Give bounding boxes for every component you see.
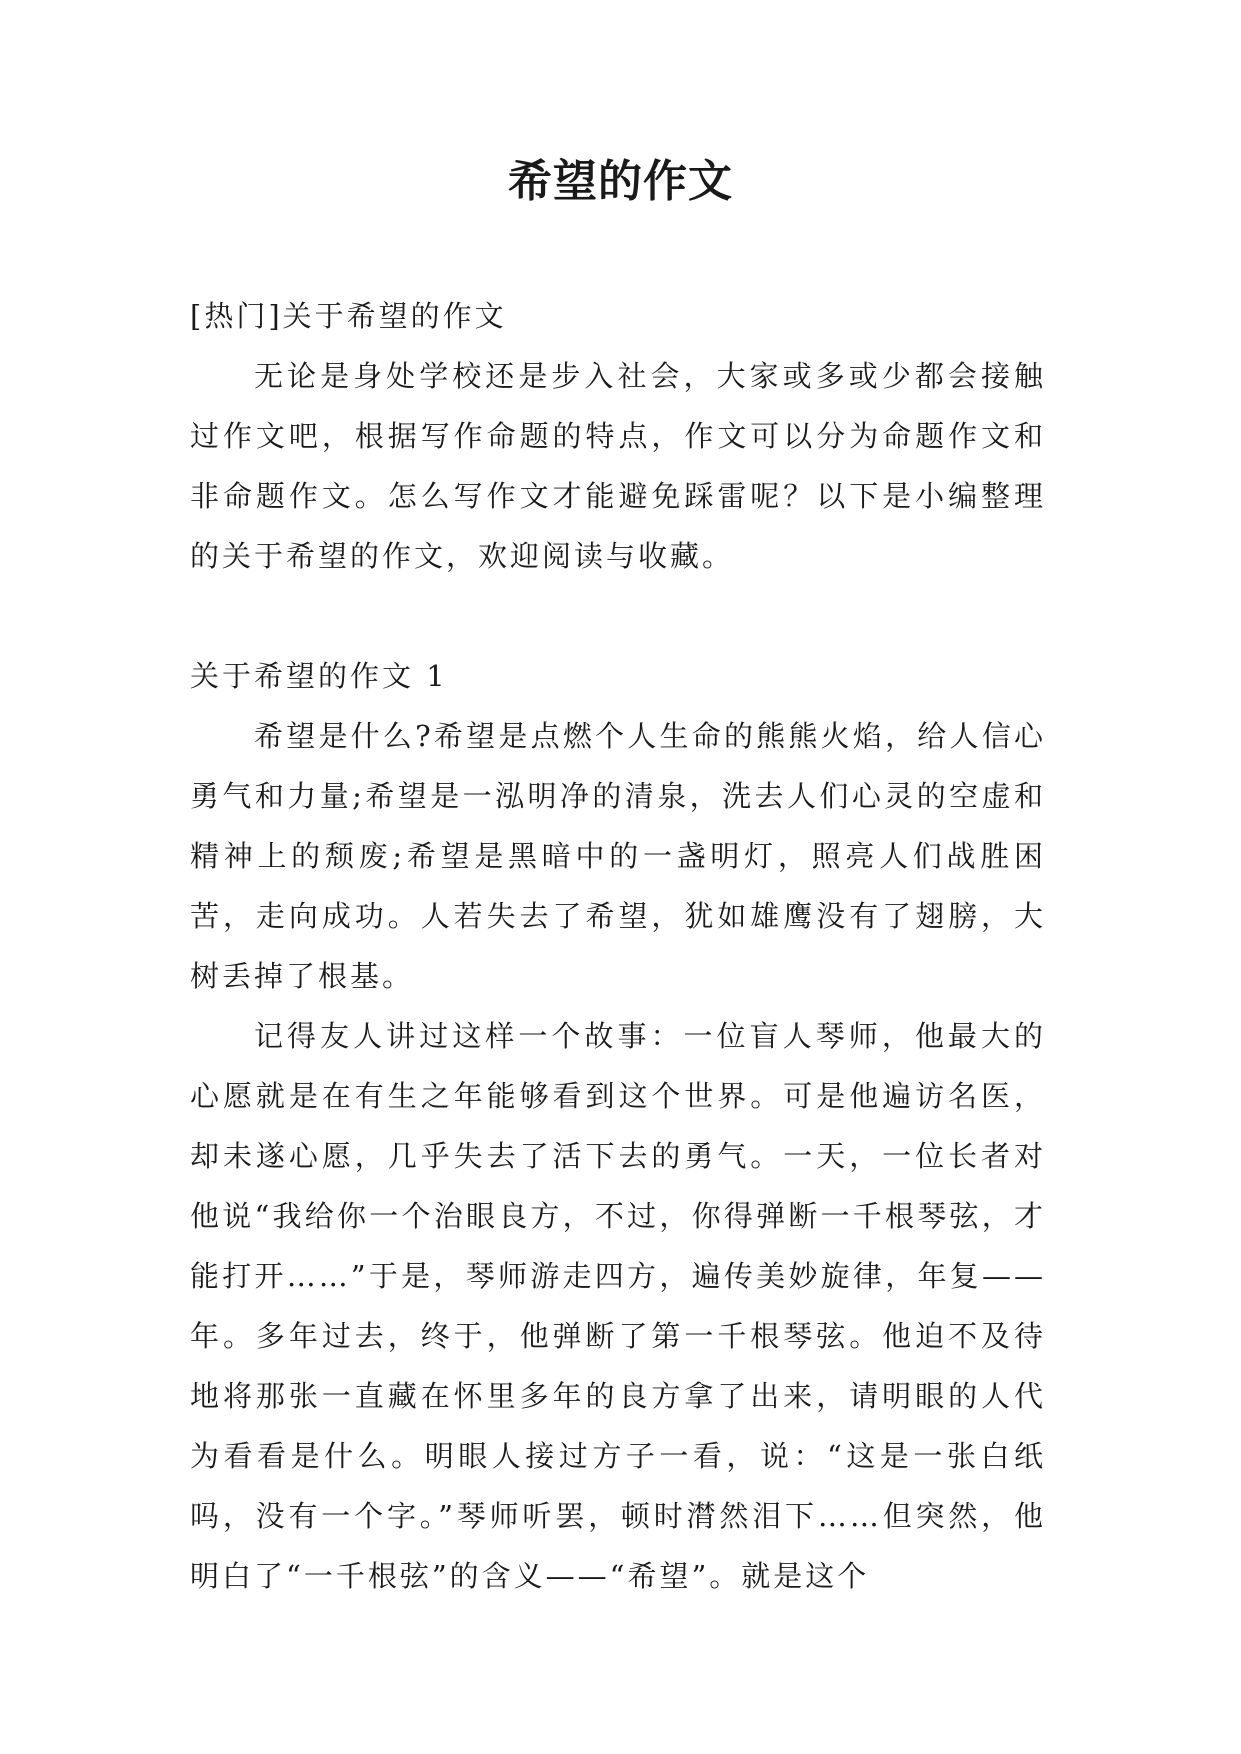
body-paragraph: 希望是什么?希望是点燃个人生命的熊熊火焰，给人信心勇气和力量;希望是一泓明净的清泉，洗去人们心灵的空虚和精神上的颓废;希望是黑暗中的一盏明灯，照亮人们战胜困苦，走向成功。人若失去了希望，犹如雄鹰没有了翅膀，大树丢掉了根基。 (190, 719, 1046, 993)
document-subtitle: [热门]关于希望的作文 (190, 299, 507, 333)
body-paragraph: 记得友人讲过这样一个故事：一位盲人琴师，他最大的心愿就是在有生之年能够看到这个世界。可是他遍访名医，却未遂心愿，几乎失去了活下去的勇气。一天，一位长者对他说“我给你一个治眼良方，不过，你得弹断一千根琴弦，才能打开……”于是，琴师游走四方，遍传美妙旋律，年复——年。多年过去，终于，他弹断了第一千根琴弦。他迫不及待地将那张一直藏在怀里多年的良方拿了出来，请明眼的人代为看看是什么。明眼人接过方子一看，说：“这是一张白纸吗，没有一个字。”琴师听罢，顿时潸然泪下……但突然，他明白了“一千根弦”的含义——“希望”。就是这个 (190, 1019, 1046, 1593)
section-heading: 关于希望的作文 1 (190, 659, 448, 693)
document-title: 希望的作文 (508, 156, 733, 207)
document-body (190, 286, 1046, 1606)
section-spacer (190, 586, 1046, 646)
intro-paragraph: 无论是身处学校还是步入社会，大家或多或少都会接触过作文吧，根据写作命题的特点，作文可以分为命题作文和非命题作文。怎么写作文才能避免踩雷呢？以下是小编整理的关于希望的作文，欢迎阅读与收藏。 (190, 359, 1046, 573)
